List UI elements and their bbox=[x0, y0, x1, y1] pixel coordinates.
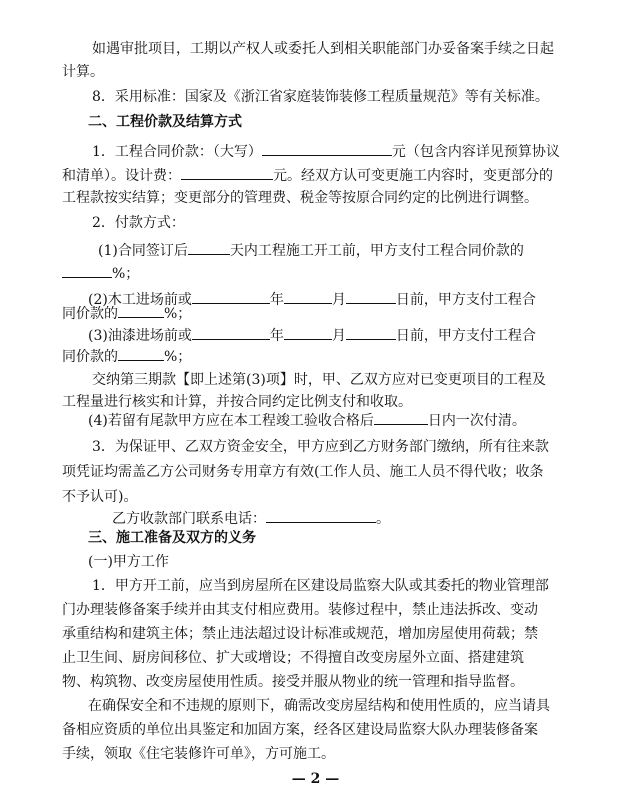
text-line: 如遇审批项目，工期以产权人或委托人到相关职能部门办妥备案手续之日起 bbox=[92, 41, 554, 57]
text-segment: 日前，甲方支付工程合 bbox=[395, 328, 536, 344]
fill-blank bbox=[192, 291, 270, 304]
fill-blank bbox=[118, 305, 164, 318]
text-line bbox=[62, 305, 191, 321]
text-line: 计算。 bbox=[62, 64, 104, 80]
text-line: 1．甲方开工前，应当到房屋所在区建设局监察大队或其委托的物业管理部 bbox=[92, 578, 549, 594]
text-segment: 乙方收款部门联系电话： bbox=[112, 511, 266, 527]
text-line bbox=[62, 348, 191, 364]
text-line bbox=[98, 242, 524, 258]
text-line: 物、构筑物、改变房屋使用性质。接受并服从物业的统一管理和指导监督。 bbox=[62, 674, 524, 690]
text-line bbox=[88, 412, 526, 428]
fill-blank bbox=[188, 242, 230, 255]
text-segment: 1．工程合同价款：（大写） bbox=[92, 144, 262, 160]
text-segment: 日内一次付清。 bbox=[427, 413, 526, 429]
text-segment: 同价款的 bbox=[62, 306, 118, 322]
fill-blank bbox=[262, 143, 392, 156]
text-line bbox=[62, 167, 553, 183]
fill-blank bbox=[284, 327, 332, 340]
text-segment: %； bbox=[164, 306, 192, 322]
text-line bbox=[62, 265, 139, 281]
fill-blank bbox=[118, 348, 164, 361]
text-line: 承重结构和建筑主体；禁止违法超过设计标准或规范，增加房屋使用荷载；禁 bbox=[62, 626, 538, 642]
text-segment: 天内工程施工开工前，甲方支付工程合同价款的 bbox=[229, 243, 524, 259]
text-line: 在确保安全和不违规的原则下，确需改变房屋结构和使用性质的，应当请具 bbox=[88, 698, 550, 714]
text-segment: %； bbox=[164, 349, 192, 365]
text-segment: 同价款的 bbox=[62, 349, 118, 365]
text-segment: 日前，甲方支付工程合 bbox=[395, 292, 536, 308]
text-segment: 。 bbox=[376, 511, 390, 527]
text-segment: (1)合同签订后 bbox=[98, 243, 188, 259]
text-segment: 和清单）。设计费： bbox=[62, 168, 181, 184]
fill-blank bbox=[284, 291, 332, 304]
text-line: 工程量进行核实和计算，并按合同约定比例支付和收取。 bbox=[62, 394, 412, 410]
text-line: 项凭证均需盖乙方公司财务专用章方有效(工作人员、施工人员不得代收；收条 bbox=[62, 464, 544, 480]
text-line: 备相应资质的单位出具鉴定和加固方案，经各区建设局监察大队办理装修备案 bbox=[62, 722, 538, 738]
text-line: 门办理装修备案手续并由其支付相应费用。装修过程中，禁止违法拆改、变动 bbox=[62, 602, 538, 618]
text-line: 止卫生间、厨房间移位、扩大或增设；不得擅自改变房屋外立面、搭建建筑 bbox=[62, 650, 524, 666]
fill-blank bbox=[346, 291, 396, 304]
fill-blank bbox=[62, 265, 112, 278]
text-segment: 元（包含内容详见预算协议 bbox=[391, 144, 560, 160]
text-line bbox=[92, 143, 560, 159]
fill-blank bbox=[346, 327, 396, 340]
fill-blank bbox=[374, 412, 428, 425]
text-segment: 年 bbox=[269, 292, 284, 308]
text-line: 2．付款方式： bbox=[92, 215, 185, 231]
text-line: 交纳第三期款【即上述第(3)项】时，甲、乙双方应对已变更项目的工程及 bbox=[92, 372, 546, 388]
subsection-heading: (一)甲方工作 bbox=[88, 554, 169, 570]
text-line: 不予认可)。 bbox=[62, 489, 138, 505]
section-heading: 三、施工准备及双方的义务 bbox=[88, 530, 256, 546]
text-line bbox=[88, 327, 536, 343]
text-line: 3．为保证甲、乙双方资金安全，甲方应到乙方财务部门缴纳，所有往来款 bbox=[92, 439, 549, 455]
text-line: 手续，领取《住宅装修许可单》，方可施工。 bbox=[62, 746, 335, 762]
section-heading: 二、工程价款及结算方式 bbox=[88, 114, 242, 130]
text-segment: (4)若留有尾款甲方应在本工程竣工验收合格后 bbox=[88, 413, 374, 429]
text-segment: 月 bbox=[331, 292, 346, 308]
text-segment: %； bbox=[112, 266, 140, 282]
text-segment: 月 bbox=[331, 328, 346, 344]
page-number: — 2 — bbox=[291, 771, 340, 787]
fill-blank bbox=[266, 510, 376, 523]
text-segment: 元。经双方认可变更施工内容时，变更部分的 bbox=[273, 168, 553, 184]
fill-blank bbox=[192, 327, 270, 340]
text-segment: (2)木工进场前或 bbox=[88, 292, 192, 308]
text-segment: (3)油漆进场前或 bbox=[88, 328, 192, 344]
text-line bbox=[112, 510, 390, 526]
fill-blank bbox=[181, 167, 273, 180]
text-line: 工程款按实结算；变更部分的管理费、税金等按原合同约定的比例进行调整。 bbox=[62, 190, 538, 206]
text-line: 8．采用标准：国家及《浙江省家庭装饰装修工程质量规范》等有关标准。 bbox=[92, 89, 549, 105]
text-segment: 年 bbox=[269, 328, 284, 344]
